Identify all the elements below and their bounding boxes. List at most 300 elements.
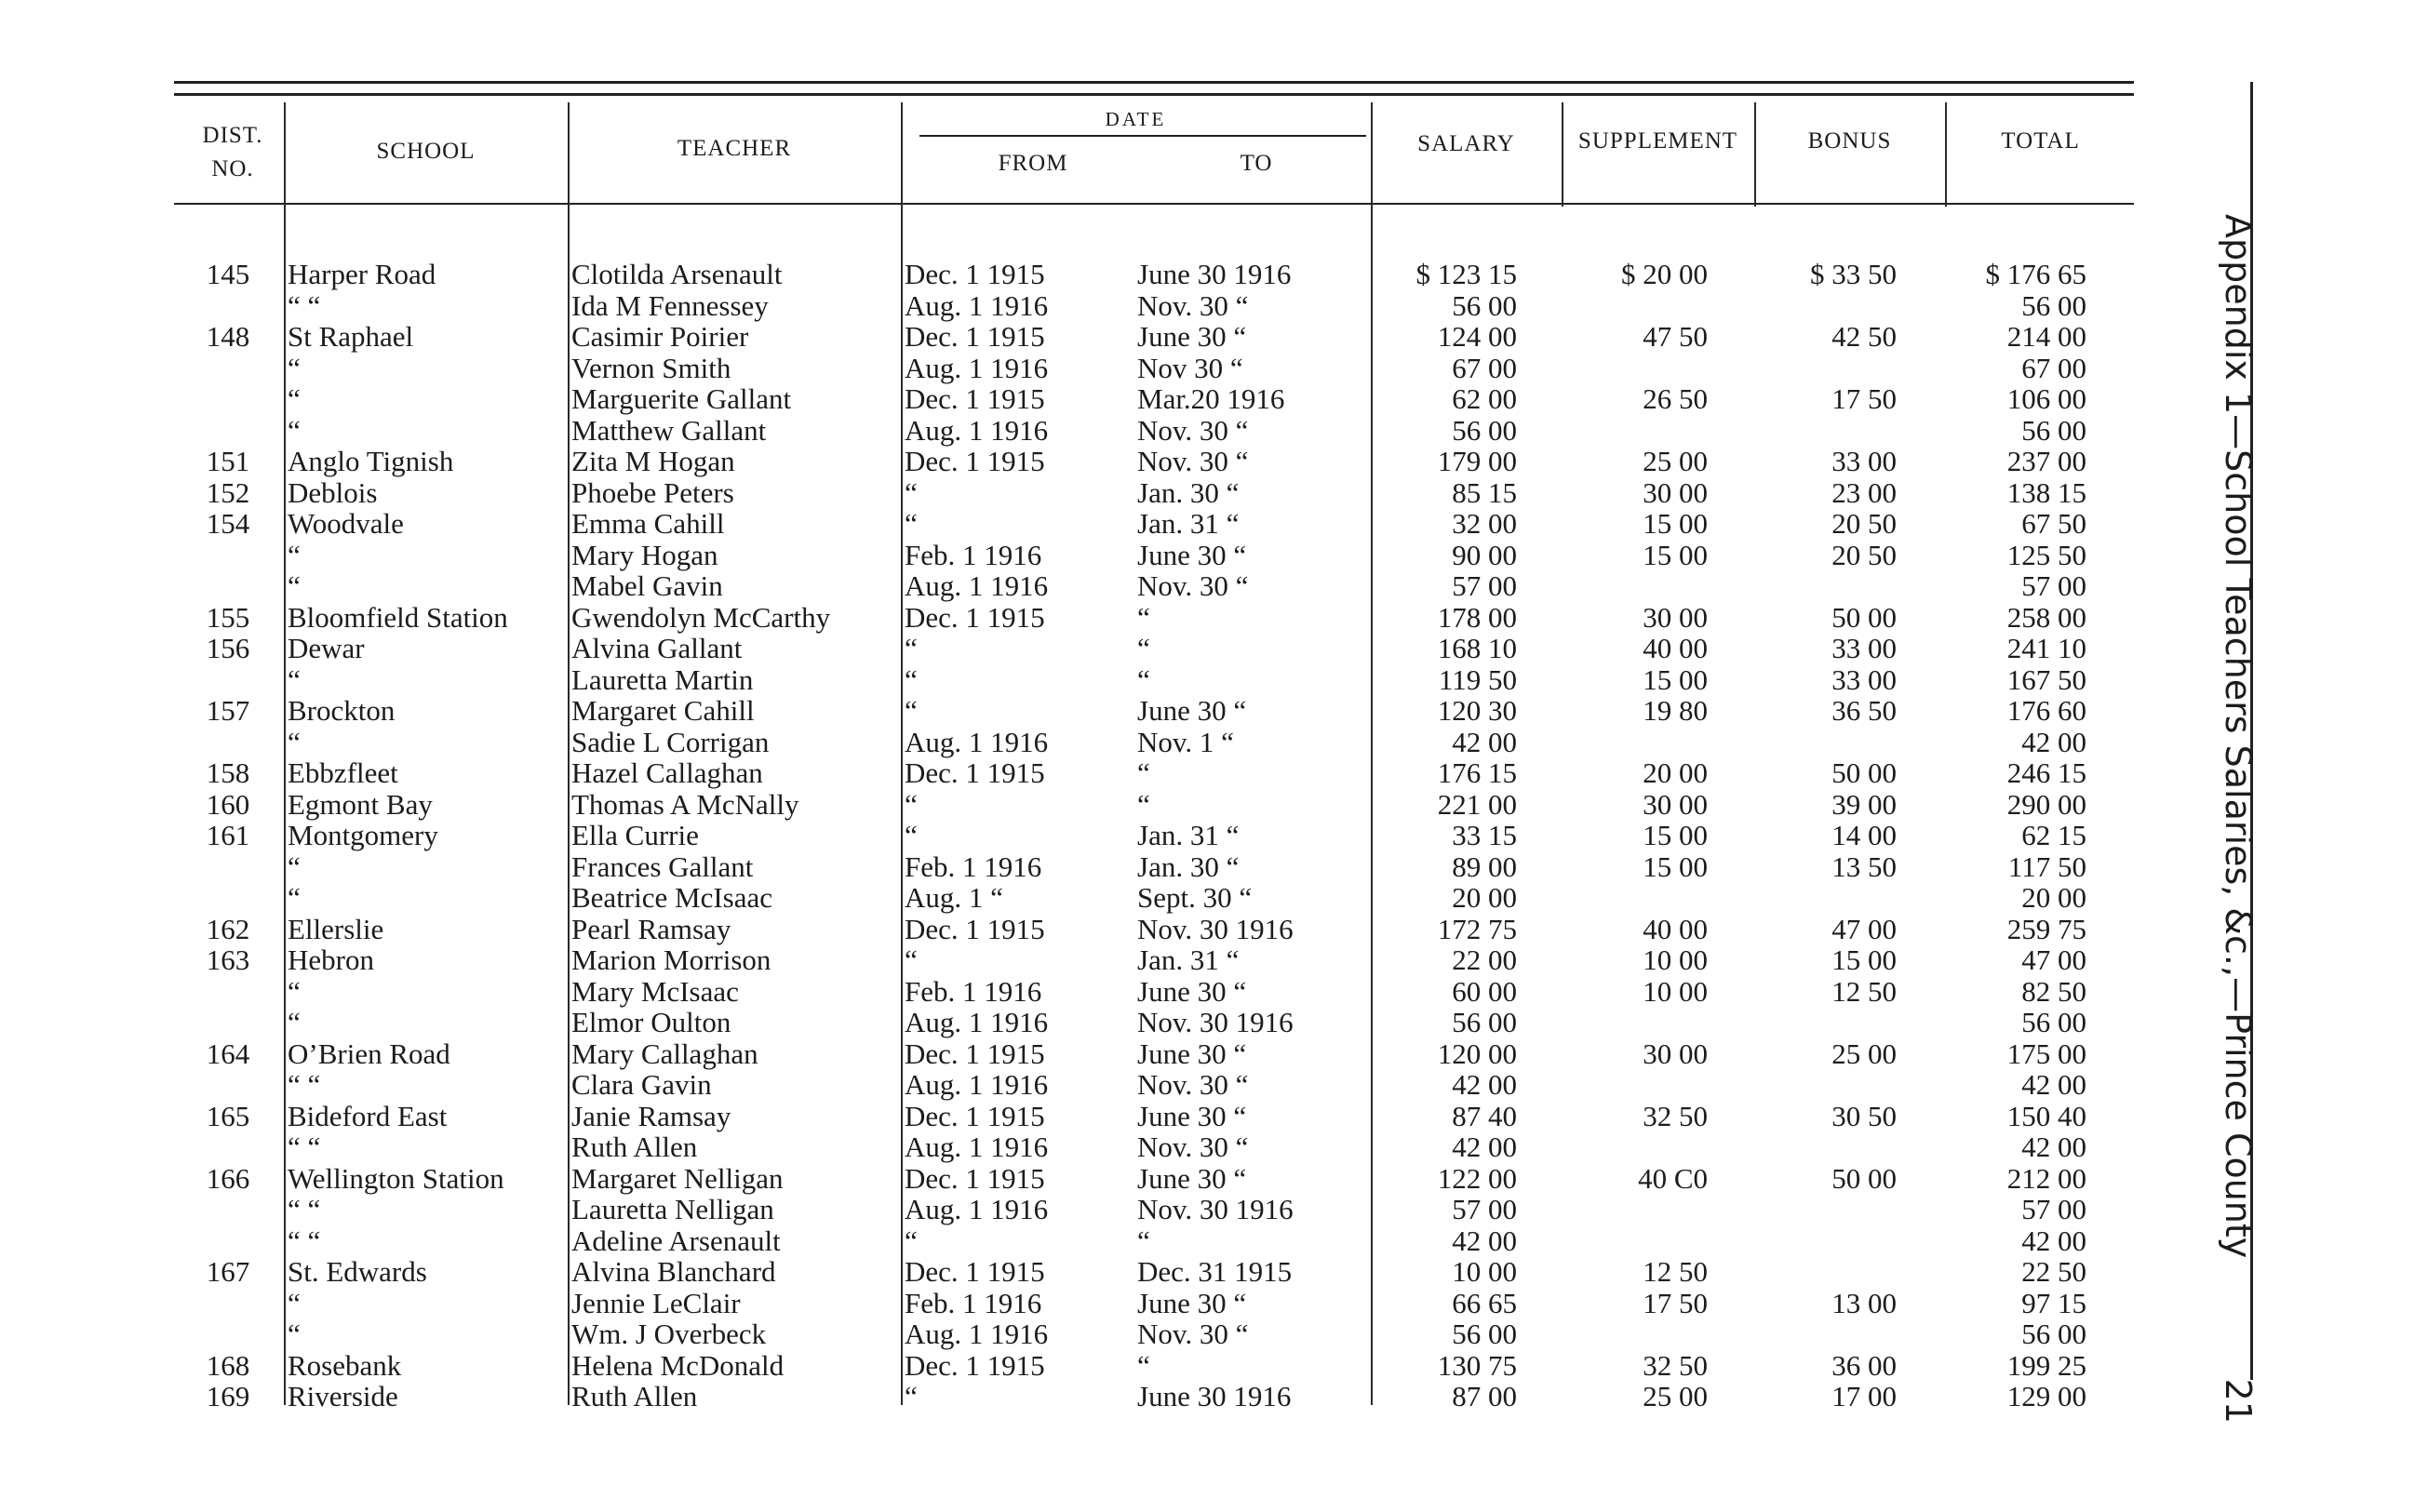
cell-to: Nov. 30 “ — [1137, 445, 1249, 477]
cell-teacher: Lauretta Martin — [571, 662, 754, 696]
table-row — [0, 570, 2140, 602]
cell-total: 56 00 — [2021, 413, 2086, 447]
cell-teacher: Matthew Gallant — [571, 413, 767, 447]
cell-from: “ — [905, 1224, 918, 1257]
cell-bonus: 17 00 — [1831, 1380, 1897, 1412]
cell-salary: 90 00 — [1452, 538, 1517, 571]
cell-dist: 167 — [206, 1255, 250, 1288]
cell-supplement: 10 00 — [1643, 943, 1708, 976]
cell-dist — [181, 1069, 275, 1101]
cell-to: “ — [1137, 1348, 1150, 1382]
cell-from: “ — [905, 632, 918, 664]
cell-bonus: 13 50 — [1831, 850, 1897, 883]
cell-supplement: 15 00 — [1643, 819, 1708, 851]
cell-to: “ — [1137, 662, 1150, 696]
cell-teacher: Adeline Arsenault — [571, 1224, 781, 1257]
cell-bonus: 12 50 — [1831, 974, 1897, 1008]
cell-school: O’Brien Road — [288, 1037, 450, 1070]
cell-dist — [181, 1225, 275, 1257]
cell-teacher: Jennie LeClair — [571, 1286, 741, 1319]
cell-bonus — [1759, 1007, 1897, 1038]
cell-bonus — [1759, 353, 1897, 384]
cell-supplement — [1573, 1194, 1708, 1225]
cell-from: Feb. 1 1916 — [905, 850, 1042, 883]
cell-from: Feb. 1 1916 — [905, 974, 1042, 1008]
cell-total: 258 00 — [2006, 600, 2086, 634]
cell-bonus — [1759, 1069, 1897, 1101]
cell-to: June 30 “ — [1137, 974, 1247, 1008]
cell-teacher: Clara Gavin — [571, 1068, 712, 1101]
cell-bonus: 33 00 — [1831, 662, 1897, 696]
cell-school: Bideford East — [288, 1099, 448, 1132]
cell-salary: 120 00 — [1437, 1037, 1517, 1070]
cell-dist: 157 — [206, 694, 250, 727]
cell-teacher: Ruth Allen — [571, 1131, 698, 1163]
cell-supplement: 10 00 — [1643, 974, 1708, 1008]
cell-teacher: Mary Hogan — [571, 538, 718, 571]
cell-total: 212 00 — [2006, 1161, 2086, 1195]
cell-supplement: 25 00 — [1643, 445, 1708, 477]
header-total: TOTAL — [2001, 128, 2080, 154]
cell-total: 57 00 — [2021, 1193, 2086, 1225]
top-double-rule-upper — [174, 81, 2134, 84]
cell-school: “ — [288, 1006, 301, 1038]
cell-dist: 160 — [206, 787, 250, 821]
cell-school: Woodvale — [288, 507, 404, 540]
cell-supplement — [1573, 290, 1708, 322]
table-row — [0, 1194, 2140, 1225]
header-to: TO — [1240, 151, 1273, 176]
cell-from: “ — [905, 475, 918, 509]
cell-total: 56 00 — [2021, 1318, 2086, 1350]
table-row — [0, 1256, 2140, 1288]
cell-to: June 30 “ — [1137, 1099, 1247, 1132]
cell-total: 199 25 — [2006, 1348, 2086, 1382]
cell-bonus: 30 50 — [1831, 1099, 1897, 1132]
cell-total: 62 15 — [2021, 819, 2086, 851]
cell-supplement: 15 00 — [1643, 850, 1708, 883]
table-row — [0, 914, 2140, 945]
cell-to: Nov. 30 “ — [1137, 413, 1249, 447]
cell-dist: 161 — [206, 819, 250, 851]
cell-salary: 67 00 — [1452, 351, 1517, 384]
cell-total: 138 15 — [2006, 475, 2086, 509]
cell-salary: 168 10 — [1437, 632, 1517, 664]
cell-salary: 22 00 — [1452, 943, 1517, 976]
cell-school: “ “ — [288, 1193, 321, 1225]
cell-total: 290 00 — [2006, 787, 2086, 821]
cell-from: Dec. 1 1915 — [905, 382, 1045, 415]
cell-total: 175 00 — [2006, 1037, 2086, 1070]
cell-salary: 56 00 — [1452, 288, 1517, 322]
cell-supplement: 30 00 — [1643, 475, 1708, 509]
cell-salary: 179 00 — [1437, 445, 1517, 477]
cell-teacher: Hazel Callaghan — [571, 756, 763, 789]
table-row — [0, 508, 2140, 540]
cell-supplement: 19 80 — [1643, 694, 1708, 727]
cell-to: Nov. 1 “ — [1137, 725, 1234, 758]
table-row — [0, 944, 2140, 976]
cell-supplement — [1573, 570, 1708, 602]
cell-salary: 119 50 — [1438, 662, 1517, 696]
cell-from: “ — [905, 819, 918, 851]
cell-dist — [181, 1007, 275, 1038]
cell-teacher: Alvina Blanchard — [571, 1255, 776, 1288]
cell-supplement — [1573, 1225, 1708, 1257]
cell-total: 176 60 — [2006, 694, 2086, 727]
table-row — [0, 757, 2140, 789]
cell-dist — [181, 664, 275, 696]
cell-salary: 221 00 — [1437, 787, 1517, 821]
cell-bonus: 13 00 — [1831, 1286, 1897, 1319]
cell-salary: 42 00 — [1452, 1068, 1517, 1101]
table-row — [0, 290, 2140, 322]
cell-bonus — [1759, 1256, 1897, 1288]
cell-salary: 87 40 — [1452, 1099, 1517, 1132]
cell-to: Nov 30 “ — [1137, 351, 1243, 384]
cell-to: Jan. 31 “ — [1137, 819, 1240, 851]
cell-school: “ — [288, 1286, 301, 1319]
cell-total: 241 10 — [2006, 632, 2086, 664]
cell-school: Brockton — [288, 694, 396, 727]
cell-supplement: $ 20 00 — [1621, 258, 1708, 290]
cell-to: Jan. 31 “ — [1137, 943, 1240, 976]
cell-total: 67 00 — [2021, 351, 2086, 384]
cell-to: Nov. 30 1916 — [1137, 912, 1294, 945]
cell-salary: 122 00 — [1437, 1161, 1517, 1195]
cell-total: 42 00 — [2021, 1131, 2086, 1163]
cell-from: Feb. 1 1916 — [905, 538, 1042, 571]
cell-dist — [181, 540, 275, 571]
cell-teacher: Lauretta Nelligan — [571, 1193, 774, 1225]
cell-bonus: 50 00 — [1831, 1161, 1897, 1195]
cell-teacher: Marguerite Gallant — [571, 382, 792, 415]
side-title — [2215, 214, 2261, 1424]
cell-bonus: 36 50 — [1831, 694, 1897, 727]
appendix-title: Appendix 1—School Teachers Salaries, &c.,—Prince County — [2218, 214, 2259, 1259]
cell-to: Jan. 31 “ — [1137, 507, 1240, 540]
cell-from: Dec. 1 1915 — [905, 1255, 1045, 1288]
cell-teacher: Margaret Nelligan — [571, 1161, 784, 1195]
cell-teacher: Ella Currie — [571, 819, 699, 851]
cell-teacher: Phoebe Peters — [571, 475, 734, 509]
cell-to: June 30 “ — [1137, 320, 1247, 353]
cell-salary: 42 00 — [1452, 725, 1517, 758]
cell-from: “ — [905, 943, 918, 976]
table-row — [0, 1288, 2140, 1319]
cell-school: “ — [288, 974, 301, 1008]
cell-bonus: 33 00 — [1831, 445, 1897, 477]
cell-total: 125 50 — [2006, 538, 2086, 571]
cell-salary: 130 75 — [1437, 1348, 1517, 1382]
cell-supplement: 12 50 — [1643, 1255, 1708, 1288]
cell-salary: 42 00 — [1452, 1131, 1517, 1163]
cell-bonus — [1759, 290, 1897, 322]
cell-teacher: Wm. J Overbeck — [571, 1318, 767, 1350]
cell-total: 167 50 — [2006, 662, 2086, 696]
cell-bonus: 14 00 — [1831, 819, 1897, 851]
cell-teacher: Mary McIsaac — [571, 974, 739, 1008]
cell-bonus — [1759, 570, 1897, 602]
cell-salary: 42 00 — [1452, 1224, 1517, 1257]
cell-dist — [181, 383, 275, 415]
cell-to: “ — [1137, 600, 1150, 634]
cell-to: “ — [1137, 756, 1150, 789]
cell-dist: 151 — [206, 445, 250, 477]
cell-total: 259 75 — [2006, 912, 2086, 945]
table-row — [0, 851, 2140, 883]
cell-school: St. Edwards — [288, 1255, 427, 1288]
cell-salary: $ 123 15 — [1415, 258, 1517, 290]
cell-school: “ — [288, 850, 301, 883]
cell-from: “ — [905, 694, 918, 727]
cell-from: “ — [905, 662, 918, 696]
cell-dist — [181, 882, 275, 914]
cell-total: 106 00 — [2006, 382, 2086, 415]
cell-school: Deblois — [288, 475, 378, 509]
cell-teacher: Emma Cahill — [571, 507, 725, 540]
cell-supplement: 20 00 — [1643, 756, 1708, 789]
table-row — [0, 540, 2140, 571]
cell-school: “ — [288, 351, 301, 384]
cell-to: Mar.20 1916 — [1137, 382, 1285, 415]
cell-dist — [181, 976, 275, 1008]
cell-total: 56 00 — [2021, 288, 2086, 322]
cell-salary: 124 00 — [1437, 320, 1517, 353]
table-row — [0, 633, 2140, 664]
table-row — [0, 695, 2140, 727]
cell-dist: 148 — [206, 320, 250, 353]
cell-dist: 145 — [206, 258, 250, 290]
header-salary: SALARY — [1417, 131, 1515, 156]
cell-to: Nov. 30 1916 — [1137, 1193, 1294, 1225]
cell-teacher: Zita M Hogan — [571, 445, 735, 477]
cell-salary: 33 15 — [1452, 819, 1517, 851]
cell-supplement — [1573, 1007, 1708, 1038]
cell-dist — [181, 570, 275, 602]
cell-salary: 176 15 — [1437, 756, 1517, 789]
cell-supplement: 26 50 — [1643, 382, 1708, 415]
table-row — [0, 882, 2140, 914]
cell-from: Dec. 1 1915 — [905, 258, 1045, 290]
cell-total: 67 50 — [2021, 507, 2086, 540]
cell-from: Aug. 1 1916 — [905, 351, 1049, 384]
cell-school: Anglo Tignish — [288, 445, 454, 477]
cell-teacher: Gwendolyn McCarthy — [571, 600, 831, 634]
cell-supplement: 15 00 — [1643, 538, 1708, 571]
cell-from: Aug. 1 1916 — [905, 1006, 1049, 1038]
cell-to: Nov. 30 “ — [1137, 1068, 1249, 1101]
cell-total: 20 00 — [2021, 881, 2086, 914]
cell-bonus: 23 00 — [1831, 475, 1897, 509]
cell-bonus: 42 50 — [1831, 320, 1897, 353]
cell-to: June 30 “ — [1137, 1161, 1247, 1195]
cell-salary: 32 00 — [1452, 507, 1517, 540]
table-row — [0, 1131, 2140, 1163]
table-row — [0, 446, 2140, 477]
cell-from: Feb. 1 1916 — [905, 1286, 1042, 1319]
cell-dist: 158 — [206, 756, 250, 789]
cell-dist — [181, 415, 275, 447]
cell-salary: 60 00 — [1452, 974, 1517, 1008]
cell-school: “ — [288, 725, 301, 758]
cell-salary: 10 00 — [1452, 1255, 1517, 1288]
cell-teacher: Frances Gallant — [571, 850, 754, 883]
cell-teacher: Elmor Oulton — [571, 1006, 731, 1038]
cell-teacher: Ida M Fennessey — [571, 288, 769, 322]
cell-salary: 20 00 — [1452, 881, 1517, 914]
table-row — [0, 789, 2140, 821]
cell-from: Aug. 1 1916 — [905, 1193, 1049, 1225]
table-row — [0, 383, 2140, 415]
cell-from: Aug. 1 1916 — [905, 288, 1049, 322]
cell-school: St Raphael — [288, 320, 414, 353]
cell-from: Aug. 1 1916 — [905, 725, 1049, 758]
cell-total: 47 00 — [2021, 943, 2086, 976]
cell-to: Jan. 30 “ — [1137, 850, 1240, 883]
cell-supplement: 15 00 — [1643, 507, 1708, 540]
cell-school: “ “ — [288, 288, 321, 322]
cell-teacher: Mabel Gavin — [571, 569, 723, 602]
cell-supplement: 40 C0 — [1638, 1161, 1708, 1195]
table-row — [0, 259, 2140, 290]
cell-school: Wellington Station — [288, 1161, 504, 1195]
cell-from: Dec. 1 1915 — [905, 600, 1045, 634]
cell-bonus: 50 00 — [1831, 600, 1897, 634]
cell-bonus — [1759, 1225, 1897, 1257]
cell-salary: 62 00 — [1452, 382, 1517, 415]
header-teacher: TEACHER — [677, 136, 792, 161]
cell-to: Sept. 30 “ — [1137, 881, 1253, 914]
cell-from: Aug. 1 1916 — [905, 1131, 1049, 1163]
cell-total: 22 50 — [2021, 1255, 2086, 1288]
cell-salary: 172 75 — [1437, 912, 1517, 945]
cell-supplement — [1573, 1131, 1708, 1163]
cell-teacher: Margaret Cahill — [571, 694, 755, 727]
cell-supplement — [1573, 727, 1708, 758]
cell-dist — [181, 290, 275, 322]
cell-teacher: Casimir Poirier — [571, 320, 749, 353]
cell-to: June 30 “ — [1137, 538, 1247, 571]
cell-total: 42 00 — [2021, 1068, 2086, 1101]
cell-to: Jan. 30 “ — [1137, 475, 1240, 509]
cell-bonus — [1759, 1318, 1897, 1350]
cell-supplement — [1573, 415, 1708, 447]
table-row — [0, 976, 2140, 1008]
cell-school: Riverside — [288, 1380, 398, 1412]
cell-school: “ — [288, 881, 301, 914]
cell-total: $ 176 65 — [1985, 258, 2086, 290]
cell-school: “ — [288, 569, 301, 602]
cell-salary: 87 00 — [1452, 1380, 1517, 1412]
cell-supplement — [1573, 1069, 1708, 1101]
cell-from: Dec. 1 1915 — [905, 912, 1045, 945]
cell-bonus: 20 50 — [1831, 507, 1897, 540]
cell-dist: 168 — [206, 1348, 250, 1382]
table-row — [0, 321, 2140, 353]
cell-dist: 164 — [206, 1037, 250, 1070]
cell-total: 56 00 — [2021, 1006, 2086, 1038]
cell-total: 237 00 — [2006, 445, 2086, 477]
cell-to: “ — [1137, 632, 1150, 664]
table-row — [0, 820, 2140, 851]
cell-total: 82 50 — [2021, 974, 2086, 1008]
cell-bonus — [1759, 1194, 1897, 1225]
cell-salary: 66 65 — [1452, 1286, 1517, 1319]
cell-to: Nov. 30 “ — [1137, 569, 1249, 602]
cell-bonus: 39 00 — [1831, 787, 1897, 821]
cell-school: Dewar — [288, 632, 365, 664]
cell-school: “ “ — [288, 1224, 321, 1257]
cell-school: Egmont Bay — [288, 787, 433, 821]
cell-teacher: Janie Ramsay — [571, 1099, 731, 1132]
cell-to: Nov. 30 1916 — [1137, 1006, 1294, 1038]
table-row — [0, 1318, 2140, 1350]
cell-salary: 120 30 — [1437, 694, 1517, 727]
cell-from: Dec. 1 1915 — [905, 1037, 1045, 1070]
table-row — [0, 602, 2140, 634]
cell-dist: 166 — [206, 1161, 250, 1195]
cell-dist — [181, 1318, 275, 1350]
header-school: SCHOOL — [376, 139, 476, 164]
cell-teacher: Alvina Gallant — [571, 632, 743, 664]
cell-to: June 30 1916 — [1137, 258, 1292, 290]
cell-from: Dec. 1 1915 — [905, 445, 1045, 477]
table-row — [0, 664, 2140, 696]
cell-supplement: 32 50 — [1643, 1099, 1708, 1132]
cell-supplement: 47 50 — [1643, 320, 1708, 353]
cell-from: Aug. 1 1916 — [905, 1068, 1049, 1101]
cell-from: Dec. 1 1915 — [905, 1099, 1045, 1132]
cell-school: “ — [288, 382, 301, 415]
cell-school: “ “ — [288, 1068, 321, 1101]
cell-dist: 162 — [206, 912, 250, 945]
header-bonus: BONUS — [1807, 128, 1892, 154]
table-row — [0, 1101, 2140, 1132]
cell-supplement: 40 00 — [1643, 912, 1708, 945]
cell-total: 214 00 — [2006, 320, 2086, 353]
cell-to: June 30 “ — [1137, 694, 1247, 727]
cell-salary: 57 00 — [1452, 1193, 1517, 1225]
cell-supplement: 17 50 — [1643, 1286, 1708, 1319]
cell-from: “ — [905, 1380, 918, 1412]
top-double-rule-lower — [174, 93, 2134, 96]
cell-to: June 30 1916 — [1137, 1380, 1292, 1412]
header-date: DATE — [1105, 108, 1167, 130]
cell-school: Bloomfield Station — [288, 600, 508, 634]
cell-salary: 178 00 — [1437, 600, 1517, 634]
header-bottom-rule — [174, 203, 2134, 205]
cell-teacher: Sadie L Corrigan — [571, 725, 770, 758]
cell-to: June 30 “ — [1137, 1286, 1247, 1319]
cell-supplement: 30 00 — [1643, 1037, 1708, 1070]
cell-bonus — [1759, 727, 1897, 758]
cell-dist: 154 — [206, 507, 250, 540]
cell-to: “ — [1137, 1224, 1150, 1257]
cell-teacher: Beatrice McIsaac — [571, 881, 773, 914]
cell-supplement: 32 50 — [1643, 1348, 1708, 1382]
cell-from: Dec. 1 1915 — [905, 1348, 1045, 1382]
table-row — [0, 1007, 2140, 1038]
cell-supplement: 15 00 — [1643, 662, 1708, 696]
cell-to: “ — [1137, 787, 1150, 821]
cell-total: 150 40 — [2006, 1099, 2086, 1132]
cell-teacher: Thomas A McNally — [571, 787, 799, 821]
cell-from: “ — [905, 507, 918, 540]
cell-school: Ebbzfleet — [288, 756, 398, 789]
cell-dist — [181, 851, 275, 883]
cell-salary: 56 00 — [1452, 413, 1517, 447]
